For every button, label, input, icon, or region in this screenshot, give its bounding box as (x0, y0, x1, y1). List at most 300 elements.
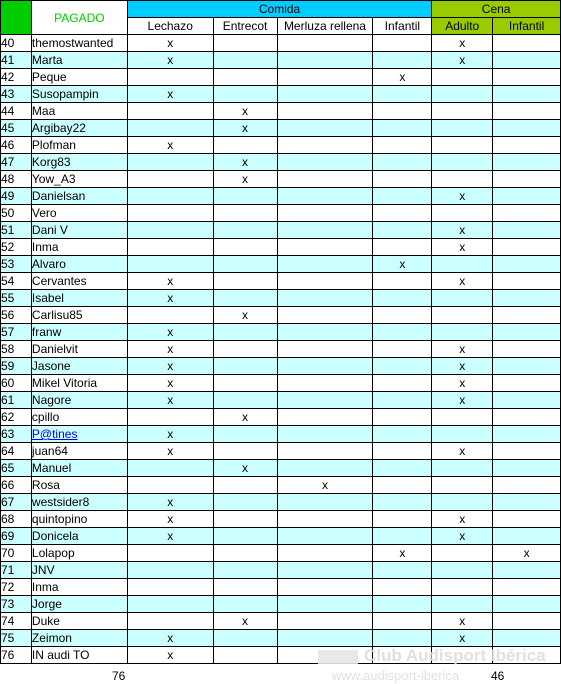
mark-infantil-cena (493, 341, 561, 358)
mark-infantil-cena (493, 426, 561, 443)
mark-infantil-cena (493, 528, 561, 545)
mark-infantil-comida (373, 613, 432, 630)
mark-merluza (277, 307, 373, 324)
mark-adulto (432, 205, 493, 222)
mark-entrecot (213, 69, 277, 86)
row-number: 43 (1, 86, 32, 103)
mark-adulto: x (432, 630, 493, 647)
mark-adulto (432, 307, 493, 324)
row-number: 66 (1, 477, 32, 494)
mark-lechazo (127, 460, 213, 477)
mark-infantil-comida (373, 290, 432, 307)
mark-adulto (432, 494, 493, 511)
mark-merluza (277, 460, 373, 477)
mark-adulto (432, 409, 493, 426)
mark-infantil-comida (373, 120, 432, 137)
mark-lechazo: x (127, 528, 213, 545)
mark-infantil-cena (493, 52, 561, 69)
row-number: 72 (1, 579, 32, 596)
mark-infantil-cena (493, 188, 561, 205)
mark-merluza (277, 426, 373, 443)
row-number: 61 (1, 392, 32, 409)
member-name (31, 426, 127, 443)
row-number: 48 (1, 171, 32, 188)
mark-infantil-cena (493, 511, 561, 528)
table-row (1, 69, 561, 86)
mark-adulto (432, 171, 493, 188)
mark-infantil-comida (373, 205, 432, 222)
mark-adulto (432, 103, 493, 120)
mark-merluza (277, 494, 373, 511)
audi-logo-icon (318, 650, 358, 664)
row-number: 69 (1, 528, 32, 545)
mark-entrecot: x (213, 460, 277, 477)
mark-lechazo: x (127, 341, 213, 358)
column-header-infantil-comida: Infantil (373, 18, 432, 35)
mark-infantil-comida (373, 52, 432, 69)
mark-merluza (277, 596, 373, 613)
row-number: 54 (1, 273, 32, 290)
mark-entrecot (213, 290, 277, 307)
row-number: 62 (1, 409, 32, 426)
table-row (1, 290, 561, 307)
footer-total-cena: 46 (491, 669, 505, 683)
row-number: 60 (1, 375, 32, 392)
mark-infantil-comida (373, 443, 432, 460)
mark-infantil-comida (373, 494, 432, 511)
mark-adulto (432, 154, 493, 171)
mark-adulto: x (432, 341, 493, 358)
watermark (318, 642, 561, 684)
mark-lechazo (127, 188, 213, 205)
mark-entrecot: x (213, 154, 277, 171)
mark-adulto: x (432, 443, 493, 460)
mark-infantil-comida (373, 392, 432, 409)
member-name: cpillo (31, 409, 127, 426)
table-row (1, 579, 561, 596)
table-row (1, 341, 561, 358)
mark-entrecot (213, 562, 277, 579)
mark-infantil-cena (493, 358, 561, 375)
mark-infantil-comida (373, 358, 432, 375)
mark-adulto: x (432, 222, 493, 239)
mark-lechazo: x (127, 443, 213, 460)
table-row (1, 137, 561, 154)
mark-adulto: x (432, 528, 493, 545)
mark-merluza (277, 392, 373, 409)
mark-infantil-cena (493, 273, 561, 290)
mark-entrecot (213, 273, 277, 290)
member-name: Inma (31, 579, 127, 596)
member-name: Carlisu85 (31, 307, 127, 324)
mark-lechazo: x (127, 358, 213, 375)
column-header-entrecot: Entrecot (213, 18, 277, 35)
member-name: Danielsan (31, 188, 127, 205)
mark-infantil-comida (373, 137, 432, 154)
row-number: 50 (1, 205, 32, 222)
mark-infantil-cena (493, 494, 561, 511)
mark-infantil-comida (373, 171, 432, 188)
mark-entrecot (213, 358, 277, 375)
mark-entrecot (213, 205, 277, 222)
row-number: 51 (1, 222, 32, 239)
member-name: franw (31, 324, 127, 341)
member-name: Vero (31, 205, 127, 222)
mark-adulto (432, 460, 493, 477)
mark-infantil-cena (493, 154, 561, 171)
mark-infantil-cena (493, 596, 561, 613)
mark-adulto (432, 426, 493, 443)
member-name: IN audi TO (31, 647, 127, 664)
member-name: Yow_A3 (31, 171, 127, 188)
table-row (1, 35, 561, 52)
mark-entrecot (213, 256, 277, 273)
header-comida: Comida (127, 1, 431, 18)
footer-total-comida: 76 (112, 669, 126, 683)
row-number: 46 (1, 137, 32, 154)
mark-adulto: x (432, 392, 493, 409)
member-name: Rosa (31, 477, 127, 494)
mark-lechazo (127, 239, 213, 256)
watermark-title: Club Audisport Ibérica (318, 646, 546, 666)
table-row (1, 120, 561, 137)
mark-lechazo (127, 307, 213, 324)
mark-entrecot: x (213, 409, 277, 426)
mark-adulto (432, 562, 493, 579)
mark-lechazo: x (127, 511, 213, 528)
mark-infantil-comida: x (373, 69, 432, 86)
mark-lechazo: x (127, 324, 213, 341)
mark-infantil-cena (493, 120, 561, 137)
header-cena: Cena (432, 1, 561, 18)
mark-infantil-comida: x (373, 545, 432, 562)
mark-infantil-cena (493, 86, 561, 103)
mark-lechazo (127, 222, 213, 239)
mark-lechazo: x (127, 35, 213, 52)
table-row (1, 222, 561, 239)
mark-infantil-cena (493, 477, 561, 494)
member-name: Mikel Vitoria (31, 375, 127, 392)
member-name: Danielvit (31, 341, 127, 358)
mark-infantil-cena (493, 171, 561, 188)
mark-merluza (277, 86, 373, 103)
mark-adulto (432, 596, 493, 613)
member-name: Cervantes (31, 273, 127, 290)
row-number: 73 (1, 596, 32, 613)
mark-entrecot (213, 392, 277, 409)
table-row (1, 324, 561, 341)
mark-adulto (432, 69, 493, 86)
mark-infantil-comida (373, 460, 432, 477)
mark-merluza (277, 137, 373, 154)
column-header-infantil-cena: Infantil (493, 18, 561, 35)
mark-entrecot (213, 375, 277, 392)
member-name: Isabel (31, 290, 127, 307)
mark-entrecot (213, 222, 277, 239)
mark-infantil-cena (493, 443, 561, 460)
table-row (1, 511, 561, 528)
table-row (1, 358, 561, 375)
mark-merluza (277, 409, 373, 426)
mark-entrecot (213, 52, 277, 69)
mark-infantil-cena (493, 307, 561, 324)
mark-lechazo: x (127, 494, 213, 511)
mark-entrecot (213, 35, 277, 52)
mark-merluza (277, 511, 373, 528)
mark-infantil-comida (373, 154, 432, 171)
mark-infantil-comida (373, 477, 432, 494)
table-row (1, 562, 561, 579)
mark-infantil-comida (373, 86, 432, 103)
mark-adulto: x (432, 375, 493, 392)
table-row (1, 239, 561, 256)
header-corner (1, 1, 32, 35)
mark-merluza (277, 171, 373, 188)
mark-merluza (277, 443, 373, 460)
mark-entrecot (213, 137, 277, 154)
row-number: 70 (1, 545, 32, 562)
mark-entrecot (213, 341, 277, 358)
mark-entrecot: x (213, 103, 277, 120)
row-number: 71 (1, 562, 32, 579)
member-name: Duke (31, 613, 127, 630)
mark-entrecot (213, 86, 277, 103)
mark-entrecot: x (213, 613, 277, 630)
mark-infantil-cena (493, 290, 561, 307)
mark-infantil-cena (493, 137, 561, 154)
mark-adulto (432, 256, 493, 273)
mark-adulto (432, 137, 493, 154)
mark-lechazo (127, 477, 213, 494)
table-row (1, 307, 561, 324)
mark-entrecot: x (213, 171, 277, 188)
mark-merluza (277, 528, 373, 545)
mark-lechazo (127, 409, 213, 426)
mark-infantil-comida (373, 324, 432, 341)
member-name: Maa (31, 103, 127, 120)
table-row (1, 154, 561, 171)
header-row-groups (1, 1, 561, 18)
mark-lechazo: x (127, 290, 213, 307)
mark-lechazo (127, 613, 213, 630)
mark-entrecot: x (213, 120, 277, 137)
mark-merluza (277, 613, 373, 630)
mark-merluza (277, 375, 373, 392)
mark-merluza (277, 188, 373, 205)
member-name: Nagore (31, 392, 127, 409)
member-name: westsider8 (31, 494, 127, 511)
mark-adulto: x (432, 52, 493, 69)
row-number: 44 (1, 103, 32, 120)
member-name: Plofman (31, 137, 127, 154)
mark-adulto: x (432, 239, 493, 256)
mark-entrecot (213, 545, 277, 562)
mark-lechazo (127, 171, 213, 188)
mark-merluza (277, 103, 373, 120)
mark-entrecot (213, 528, 277, 545)
mark-lechazo (127, 579, 213, 596)
mark-lechazo (127, 120, 213, 137)
table-row (1, 188, 561, 205)
mark-entrecot (213, 426, 277, 443)
mark-entrecot (213, 579, 277, 596)
mark-lechazo: x (127, 647, 213, 664)
member-name: Manuel (31, 460, 127, 477)
member-name: Argibay22 (31, 120, 127, 137)
mark-merluza (277, 290, 373, 307)
row-number: 42 (1, 69, 32, 86)
mark-merluza (277, 52, 373, 69)
mark-infantil-cena (493, 409, 561, 426)
row-number: 47 (1, 154, 32, 171)
member-name: Korg83 (31, 154, 127, 171)
table-row (1, 273, 561, 290)
member-name: Zeimon (31, 630, 127, 647)
mark-infantil-cena (493, 35, 561, 52)
mark-lechazo: x (127, 630, 213, 647)
table-row (1, 613, 561, 630)
row-number: 45 (1, 120, 32, 137)
member-name: Jasone (31, 358, 127, 375)
mark-lechazo: x (127, 392, 213, 409)
mark-lechazo: x (127, 86, 213, 103)
row-number: 40 (1, 35, 32, 52)
member-name: Jorge (31, 596, 127, 613)
mark-infantil-comida (373, 222, 432, 239)
row-number: 52 (1, 239, 32, 256)
table-row (1, 205, 561, 222)
mark-infantil-cena (493, 392, 561, 409)
table-row (1, 477, 561, 494)
mark-infantil-cena (493, 256, 561, 273)
table-row (1, 443, 561, 460)
mark-entrecot (213, 443, 277, 460)
mark-infantil-comida (373, 426, 432, 443)
member-name: Alvaro (31, 256, 127, 273)
mark-merluza (277, 324, 373, 341)
table-row (1, 103, 561, 120)
mark-lechazo (127, 103, 213, 120)
mark-merluza (277, 579, 373, 596)
mark-infantil-comida (373, 307, 432, 324)
table-row (1, 426, 561, 443)
mark-entrecot (213, 647, 277, 664)
mark-adulto (432, 86, 493, 103)
mark-lechazo (127, 154, 213, 171)
row-number: 74 (1, 613, 32, 630)
table-row (1, 256, 561, 273)
row-number: 57 (1, 324, 32, 341)
mark-merluza (277, 154, 373, 171)
table-row (1, 171, 561, 188)
mark-adulto: x (432, 273, 493, 290)
mark-lechazo (127, 545, 213, 562)
member-name: JNV (31, 562, 127, 579)
mark-infantil-comida (373, 528, 432, 545)
mark-entrecot (213, 239, 277, 256)
row-number: 67 (1, 494, 32, 511)
mark-infantil-comida (373, 188, 432, 205)
mark-entrecot (213, 324, 277, 341)
member-name-link[interactable]: P@tines (31, 427, 78, 441)
table-row (1, 375, 561, 392)
mark-merluza (277, 222, 373, 239)
table-row (1, 392, 561, 409)
mark-adulto: x (432, 35, 493, 52)
mark-infantil-cena (493, 613, 561, 630)
mark-adulto: x (432, 358, 493, 375)
mark-merluza (277, 69, 373, 86)
mark-adulto (432, 290, 493, 307)
mark-merluza (277, 562, 373, 579)
mark-merluza (277, 239, 373, 256)
mark-infantil-cena (493, 324, 561, 341)
mark-adulto: x (432, 511, 493, 528)
mark-lechazo (127, 596, 213, 613)
mark-infantil-cena (493, 239, 561, 256)
member-name: Donicela (31, 528, 127, 545)
mark-entrecot (213, 477, 277, 494)
mark-adulto (432, 477, 493, 494)
mark-infantil-comida (373, 103, 432, 120)
table-row (1, 86, 561, 103)
mark-infantil-cena (493, 460, 561, 477)
mark-infantil-cena (493, 222, 561, 239)
mark-merluza (277, 358, 373, 375)
mark-infantil-comida (373, 409, 432, 426)
mark-entrecot (213, 596, 277, 613)
row-number: 58 (1, 341, 32, 358)
mark-infantil-cena (493, 103, 561, 120)
member-name: themostwanted (31, 35, 127, 52)
mark-infantil-cena (493, 562, 561, 579)
mark-adulto: x (432, 188, 493, 205)
member-name: juan64 (31, 443, 127, 460)
mark-lechazo: x (127, 52, 213, 69)
mark-adulto: x (432, 613, 493, 630)
table-row (1, 409, 561, 426)
mark-lechazo: x (127, 137, 213, 154)
mark-infantil-comida (373, 562, 432, 579)
table-row (1, 494, 561, 511)
row-number: 64 (1, 443, 32, 460)
row-number: 55 (1, 290, 32, 307)
member-name: Lolapop (31, 545, 127, 562)
table-row (1, 596, 561, 613)
mark-infantil-cena (493, 205, 561, 222)
table-row (1, 460, 561, 477)
mark-merluza (277, 256, 373, 273)
mark-infantil-comida (373, 35, 432, 52)
mark-lechazo: x (127, 426, 213, 443)
mark-lechazo: x (127, 273, 213, 290)
mark-merluza: x (277, 477, 373, 494)
row-number: 56 (1, 307, 32, 324)
mark-lechazo: x (127, 375, 213, 392)
mark-merluza (277, 35, 373, 52)
mark-infantil-comida (373, 375, 432, 392)
mark-entrecot: x (213, 307, 277, 324)
mark-entrecot (213, 494, 277, 511)
column-header-adulto: Adulto (432, 18, 493, 35)
row-number: 59 (1, 358, 32, 375)
member-name: Inma (31, 239, 127, 256)
mark-infantil-comida (373, 596, 432, 613)
mark-infantil-comida (373, 341, 432, 358)
mark-entrecot (213, 630, 277, 647)
mark-adulto (432, 120, 493, 137)
header-pagado: PAGADO (31, 1, 127, 35)
